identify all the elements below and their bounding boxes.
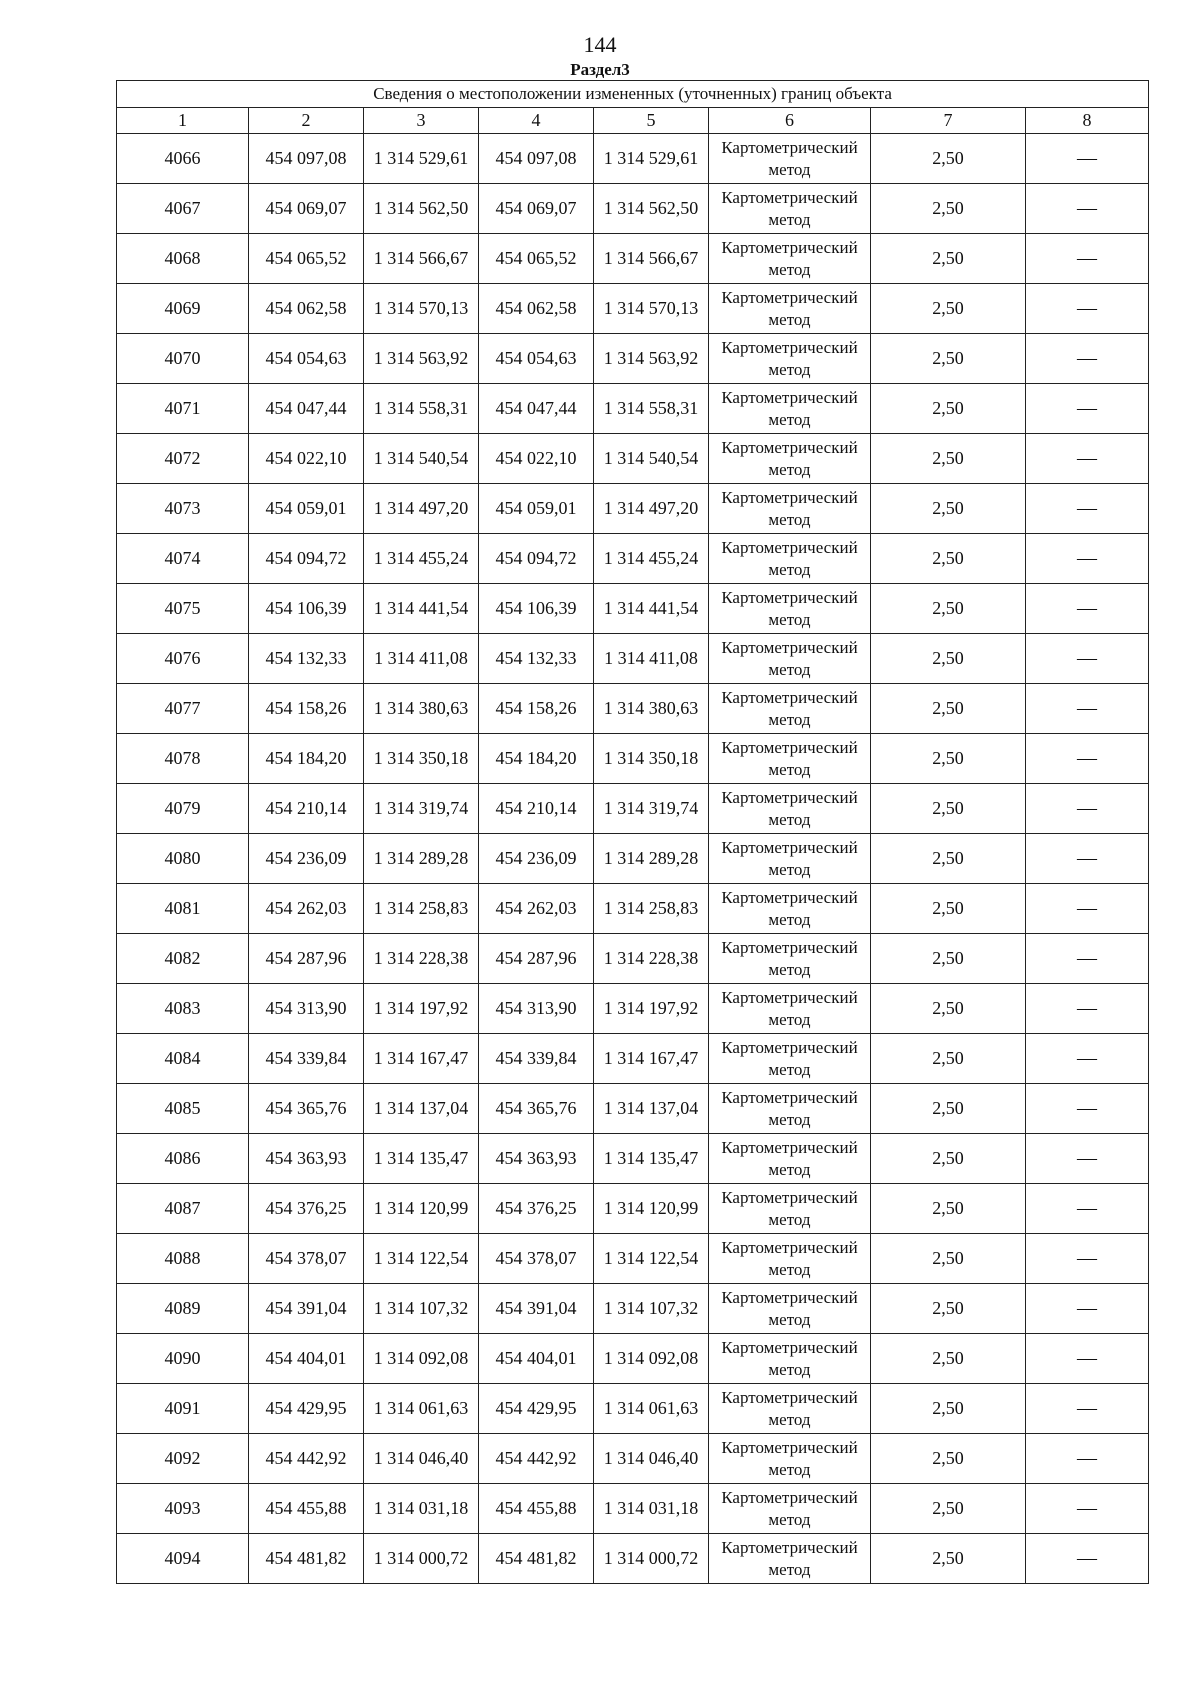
x-old-cell: 454 339,84	[249, 1034, 364, 1084]
y-old-cell: 1 314 380,63	[364, 684, 479, 734]
y-new-cell: 1 314 319,74	[594, 784, 709, 834]
description-cell: —	[1026, 1434, 1149, 1484]
y-new-cell: 1 314 558,31	[594, 384, 709, 434]
accuracy-cell: 2,50	[871, 1234, 1026, 1284]
y-new-cell: 1 314 137,04	[594, 1084, 709, 1134]
description-cell: —	[1026, 1034, 1149, 1084]
method-cell: Картометрический метод	[709, 1484, 871, 1534]
x-new-cell: 454 158,26	[479, 684, 594, 734]
description-cell: —	[1026, 734, 1149, 784]
point-number-cell: 4071	[117, 384, 249, 434]
method-cell: Картометрический метод	[709, 584, 871, 634]
description-cell: —	[1026, 1384, 1149, 1434]
method-cell: Картометрический метод	[709, 734, 871, 784]
y-new-cell: 1 314 092,08	[594, 1334, 709, 1384]
table-row	[117, 1234, 1149, 1284]
y-new-cell: 1 314 529,61	[594, 134, 709, 184]
table-row	[117, 534, 1149, 584]
y-old-cell: 1 314 107,32	[364, 1284, 479, 1334]
section-title: Раздел3	[570, 60, 630, 79]
method-cell: Картометрический метод	[709, 884, 871, 934]
table-row	[117, 184, 1149, 234]
x-new-cell: 454 069,07	[479, 184, 594, 234]
accuracy-cell: 2,50	[871, 334, 1026, 384]
y-old-cell: 1 314 319,74	[364, 784, 479, 834]
method-cell: Картометрический метод	[709, 1434, 871, 1484]
table-row	[117, 1084, 1149, 1134]
accuracy-cell: 2,50	[871, 834, 1026, 884]
point-number-cell: 4083	[117, 984, 249, 1034]
description-cell: —	[1026, 634, 1149, 684]
description-cell: —	[1026, 234, 1149, 284]
y-old-cell: 1 314 120,99	[364, 1184, 479, 1234]
x-new-cell: 454 376,25	[479, 1184, 594, 1234]
x-old-cell: 454 262,03	[249, 884, 364, 934]
table-row	[117, 1034, 1149, 1084]
accuracy-cell: 2,50	[871, 984, 1026, 1034]
y-old-cell: 1 314 258,83	[364, 884, 479, 934]
table-row	[117, 484, 1149, 534]
description-cell: —	[1026, 384, 1149, 434]
x-new-cell: 454 481,82	[479, 1534, 594, 1584]
y-old-cell: 1 314 562,50	[364, 184, 479, 234]
y-old-cell: 1 314 122,54	[364, 1234, 479, 1284]
accuracy-cell: 2,50	[871, 434, 1026, 484]
description-cell: —	[1026, 1184, 1149, 1234]
x-old-cell: 454 022,10	[249, 434, 364, 484]
y-new-cell: 1 314 455,24	[594, 534, 709, 584]
method-cell: Картометрический метод	[709, 184, 871, 234]
accuracy-cell: 2,50	[871, 1084, 1026, 1134]
accuracy-cell: 2,50	[871, 484, 1026, 534]
x-new-cell: 454 287,96	[479, 934, 594, 984]
y-new-cell: 1 314 107,32	[594, 1284, 709, 1334]
point-number-cell: 4080	[117, 834, 249, 884]
x-old-cell: 454 376,25	[249, 1184, 364, 1234]
description-cell: —	[1026, 934, 1149, 984]
table-row	[117, 684, 1149, 734]
description-cell: —	[1026, 584, 1149, 634]
table-caption-row	[117, 81, 1149, 108]
y-old-cell: 1 314 031,18	[364, 1484, 479, 1534]
y-new-cell: 1 314 046,40	[594, 1434, 709, 1484]
accuracy-cell: 2,50	[871, 1384, 1026, 1434]
accuracy-cell: 2,50	[871, 1134, 1026, 1184]
column-number: 2	[249, 108, 364, 134]
column-number: 5	[594, 108, 709, 134]
method-cell: Картометрический метод	[709, 1134, 871, 1184]
y-old-cell: 1 314 563,92	[364, 334, 479, 384]
point-number-cell: 4069	[117, 284, 249, 334]
method-cell: Картометрический метод	[709, 834, 871, 884]
y-new-cell: 1 314 563,92	[594, 334, 709, 384]
description-cell: —	[1026, 484, 1149, 534]
accuracy-cell: 2,50	[871, 534, 1026, 584]
method-cell: Картометрический метод	[709, 384, 871, 434]
x-new-cell: 454 363,93	[479, 1134, 594, 1184]
y-old-cell: 1 314 441,54	[364, 584, 479, 634]
table-row	[117, 1334, 1149, 1384]
description-cell: —	[1026, 1084, 1149, 1134]
x-old-cell: 454 106,39	[249, 584, 364, 634]
point-number-cell: 4089	[117, 1284, 249, 1334]
y-old-cell: 1 314 061,63	[364, 1384, 479, 1434]
description-cell: —	[1026, 284, 1149, 334]
y-new-cell: 1 314 197,92	[594, 984, 709, 1034]
table-row	[117, 884, 1149, 934]
point-number-cell: 4075	[117, 584, 249, 634]
point-number-cell: 4068	[117, 234, 249, 284]
x-old-cell: 454 097,08	[249, 134, 364, 184]
method-cell: Картометрический метод	[709, 1184, 871, 1234]
description-cell: —	[1026, 684, 1149, 734]
x-new-cell: 454 429,95	[479, 1384, 594, 1434]
x-new-cell: 454 054,63	[479, 334, 594, 384]
point-number-cell: 4084	[117, 1034, 249, 1084]
column-number: 8	[1026, 108, 1149, 134]
table-row	[117, 234, 1149, 284]
x-old-cell: 454 313,90	[249, 984, 364, 1034]
table-row	[117, 384, 1149, 434]
point-number-cell: 4074	[117, 534, 249, 584]
point-number-cell: 4094	[117, 1534, 249, 1584]
x-old-cell: 454 365,76	[249, 1084, 364, 1134]
description-cell: —	[1026, 1534, 1149, 1584]
y-new-cell: 1 314 000,72	[594, 1534, 709, 1584]
y-new-cell: 1 314 350,18	[594, 734, 709, 784]
method-cell: Картометрический метод	[709, 1534, 871, 1584]
table-row	[117, 1484, 1149, 1534]
accuracy-cell: 2,50	[871, 384, 1026, 434]
table-row	[117, 134, 1149, 184]
x-old-cell: 454 062,58	[249, 284, 364, 334]
y-new-cell: 1 314 380,63	[594, 684, 709, 734]
y-old-cell: 1 314 540,54	[364, 434, 479, 484]
y-old-cell: 1 314 167,47	[364, 1034, 479, 1084]
point-number-cell: 4090	[117, 1334, 249, 1384]
y-new-cell: 1 314 061,63	[594, 1384, 709, 1434]
accuracy-cell: 2,50	[871, 234, 1026, 284]
y-old-cell: 1 314 558,31	[364, 384, 479, 434]
accuracy-cell: 2,50	[871, 934, 1026, 984]
table-row	[117, 584, 1149, 634]
y-new-cell: 1 314 441,54	[594, 584, 709, 634]
x-new-cell: 454 365,76	[479, 1084, 594, 1134]
description-cell: —	[1026, 1234, 1149, 1284]
accuracy-cell: 2,50	[871, 1184, 1026, 1234]
y-old-cell: 1 314 289,28	[364, 834, 479, 884]
y-new-cell: 1 314 031,18	[594, 1484, 709, 1534]
column-number: 1	[117, 108, 249, 134]
point-number-cell: 4067	[117, 184, 249, 234]
method-cell: Картометрический метод	[709, 1034, 871, 1084]
table-row	[117, 934, 1149, 984]
x-new-cell: 454 065,52	[479, 234, 594, 284]
method-cell: Картометрический метод	[709, 1284, 871, 1334]
description-cell: —	[1026, 834, 1149, 884]
page-number: 144	[583, 32, 617, 57]
x-old-cell: 454 404,01	[249, 1334, 364, 1384]
table-body	[117, 134, 1149, 1584]
table-row	[117, 1134, 1149, 1184]
x-old-cell: 454 481,82	[249, 1534, 364, 1584]
method-cell: Картометрический метод	[709, 1334, 871, 1384]
point-number-cell: 4082	[117, 934, 249, 984]
y-new-cell: 1 314 566,67	[594, 234, 709, 284]
description-cell: —	[1026, 1134, 1149, 1184]
y-new-cell: 1 314 497,20	[594, 484, 709, 534]
x-new-cell: 454 339,84	[479, 1034, 594, 1084]
table-row	[117, 284, 1149, 334]
column-number: 7	[871, 108, 1026, 134]
point-number-cell: 4091	[117, 1384, 249, 1434]
description-cell: —	[1026, 334, 1149, 384]
x-old-cell: 454 158,26	[249, 684, 364, 734]
y-old-cell: 1 314 000,72	[364, 1534, 479, 1584]
method-cell: Картометрический метод	[709, 934, 871, 984]
description-cell: —	[1026, 534, 1149, 584]
method-cell: Картометрический метод	[709, 984, 871, 1034]
y-new-cell: 1 314 562,50	[594, 184, 709, 234]
y-old-cell: 1 314 092,08	[364, 1334, 479, 1384]
y-old-cell: 1 314 350,18	[364, 734, 479, 784]
method-cell: Картометрический метод	[709, 634, 871, 684]
x-old-cell: 454 363,93	[249, 1134, 364, 1184]
y-old-cell: 1 314 455,24	[364, 534, 479, 584]
table-row	[117, 1434, 1149, 1484]
point-number-cell: 4077	[117, 684, 249, 734]
x-old-cell: 454 429,95	[249, 1384, 364, 1434]
x-old-cell: 454 287,96	[249, 934, 364, 984]
method-cell: Картометрический метод	[709, 1384, 871, 1434]
column-number: 6	[709, 108, 871, 134]
accuracy-cell: 2,50	[871, 1434, 1026, 1484]
y-new-cell: 1 314 122,54	[594, 1234, 709, 1284]
point-number-cell: 4087	[117, 1184, 249, 1234]
y-old-cell: 1 314 137,04	[364, 1084, 479, 1134]
description-cell: —	[1026, 1334, 1149, 1384]
x-old-cell: 454 210,14	[249, 784, 364, 834]
table-row	[117, 984, 1149, 1034]
point-number-cell: 4093	[117, 1484, 249, 1534]
point-number-cell: 4078	[117, 734, 249, 784]
accuracy-cell: 2,50	[871, 884, 1026, 934]
description-cell: —	[1026, 184, 1149, 234]
accuracy-cell: 2,50	[871, 284, 1026, 334]
x-new-cell: 454 184,20	[479, 734, 594, 784]
method-cell: Картометрический метод	[709, 334, 871, 384]
y-old-cell: 1 314 411,08	[364, 634, 479, 684]
y-old-cell: 1 314 197,92	[364, 984, 479, 1034]
x-new-cell: 454 062,58	[479, 284, 594, 334]
x-old-cell: 454 047,44	[249, 384, 364, 434]
description-cell: —	[1026, 1484, 1149, 1534]
table-row	[117, 784, 1149, 834]
method-cell: Картометрический метод	[709, 434, 871, 484]
method-cell: Картометрический метод	[709, 484, 871, 534]
accuracy-cell: 2,50	[871, 1484, 1026, 1534]
y-old-cell: 1 314 135,47	[364, 1134, 479, 1184]
x-new-cell: 454 022,10	[479, 434, 594, 484]
point-number-cell: 4079	[117, 784, 249, 834]
method-cell: Картометрический метод	[709, 234, 871, 284]
x-new-cell: 454 455,88	[479, 1484, 594, 1534]
description-cell: —	[1026, 784, 1149, 834]
method-cell: Картометрический метод	[709, 684, 871, 734]
y-new-cell: 1 314 289,28	[594, 834, 709, 884]
accuracy-cell: 2,50	[871, 1284, 1026, 1334]
x-new-cell: 454 210,14	[479, 784, 594, 834]
table-caption: Сведения о местоположении измененных (уточненных) границ объекта	[117, 81, 1149, 108]
accuracy-cell: 2,50	[871, 684, 1026, 734]
method-cell: Картометрический метод	[709, 1084, 871, 1134]
y-new-cell: 1 314 570,13	[594, 284, 709, 334]
x-old-cell: 454 059,01	[249, 484, 364, 534]
y-old-cell: 1 314 046,40	[364, 1434, 479, 1484]
y-old-cell: 1 314 497,20	[364, 484, 479, 534]
point-number-cell: 4092	[117, 1434, 249, 1484]
table-row	[117, 734, 1149, 784]
x-old-cell: 454 184,20	[249, 734, 364, 784]
x-old-cell: 454 236,09	[249, 834, 364, 884]
table-row	[117, 1184, 1149, 1234]
point-number-cell: 4073	[117, 484, 249, 534]
x-old-cell: 454 094,72	[249, 534, 364, 584]
y-new-cell: 1 314 540,54	[594, 434, 709, 484]
x-new-cell: 454 378,07	[479, 1234, 594, 1284]
point-number-cell: 4088	[117, 1234, 249, 1284]
y-old-cell: 1 314 566,67	[364, 234, 479, 284]
description-cell: —	[1026, 984, 1149, 1034]
y-new-cell: 1 314 167,47	[594, 1034, 709, 1084]
column-number: 4	[479, 108, 594, 134]
point-number-cell: 4066	[117, 134, 249, 184]
table-row	[117, 334, 1149, 384]
x-new-cell: 454 097,08	[479, 134, 594, 184]
x-old-cell: 454 442,92	[249, 1434, 364, 1484]
x-old-cell: 454 455,88	[249, 1484, 364, 1534]
description-cell: —	[1026, 1284, 1149, 1334]
table-row	[117, 834, 1149, 884]
accuracy-cell: 2,50	[871, 634, 1026, 684]
y-new-cell: 1 314 228,38	[594, 934, 709, 984]
x-old-cell: 454 069,07	[249, 184, 364, 234]
accuracy-cell: 2,50	[871, 1034, 1026, 1084]
accuracy-cell: 2,50	[871, 1334, 1026, 1384]
x-new-cell: 454 404,01	[479, 1334, 594, 1384]
point-number-cell: 4072	[117, 434, 249, 484]
x-new-cell: 454 391,04	[479, 1284, 594, 1334]
coordinates-table	[116, 80, 1149, 1584]
y-new-cell: 1 314 120,99	[594, 1184, 709, 1234]
y-old-cell: 1 314 570,13	[364, 284, 479, 334]
method-cell: Картометрический метод	[709, 784, 871, 834]
accuracy-cell: 2,50	[871, 734, 1026, 784]
description-cell: —	[1026, 884, 1149, 934]
table-row	[117, 1534, 1149, 1584]
x-old-cell: 454 065,52	[249, 234, 364, 284]
point-number-cell: 4081	[117, 884, 249, 934]
point-number-cell: 4076	[117, 634, 249, 684]
point-number-cell: 4086	[117, 1134, 249, 1184]
method-cell: Картометрический метод	[709, 284, 871, 334]
table-row	[117, 634, 1149, 684]
x-new-cell: 454 313,90	[479, 984, 594, 1034]
y-old-cell: 1 314 529,61	[364, 134, 479, 184]
description-cell: —	[1026, 134, 1149, 184]
accuracy-cell: 2,50	[871, 134, 1026, 184]
x-new-cell: 454 059,01	[479, 484, 594, 534]
point-number-cell: 4085	[117, 1084, 249, 1134]
x-old-cell: 454 132,33	[249, 634, 364, 684]
y-new-cell: 1 314 135,47	[594, 1134, 709, 1184]
x-old-cell: 454 378,07	[249, 1234, 364, 1284]
x-new-cell: 454 132,33	[479, 634, 594, 684]
x-new-cell: 454 094,72	[479, 534, 594, 584]
table-row	[117, 1284, 1149, 1334]
table-row	[117, 1384, 1149, 1434]
method-cell: Картометрический метод	[709, 534, 871, 584]
x-new-cell: 454 262,03	[479, 884, 594, 934]
y-old-cell: 1 314 228,38	[364, 934, 479, 984]
accuracy-cell: 2,50	[871, 784, 1026, 834]
x-new-cell: 454 106,39	[479, 584, 594, 634]
x-new-cell: 454 236,09	[479, 834, 594, 884]
column-number-row	[117, 108, 1149, 134]
point-number-cell: 4070	[117, 334, 249, 384]
x-new-cell: 454 047,44	[479, 384, 594, 434]
column-number: 3	[364, 108, 479, 134]
y-new-cell: 1 314 258,83	[594, 884, 709, 934]
method-cell: Картометрический метод	[709, 134, 871, 184]
description-cell: —	[1026, 434, 1149, 484]
y-new-cell: 1 314 411,08	[594, 634, 709, 684]
table-row	[117, 434, 1149, 484]
accuracy-cell: 2,50	[871, 184, 1026, 234]
x-old-cell: 454 054,63	[249, 334, 364, 384]
accuracy-cell: 2,50	[871, 1534, 1026, 1584]
x-old-cell: 454 391,04	[249, 1284, 364, 1334]
method-cell: Картометрический метод	[709, 1234, 871, 1284]
accuracy-cell: 2,50	[871, 584, 1026, 634]
x-new-cell: 454 442,92	[479, 1434, 594, 1484]
